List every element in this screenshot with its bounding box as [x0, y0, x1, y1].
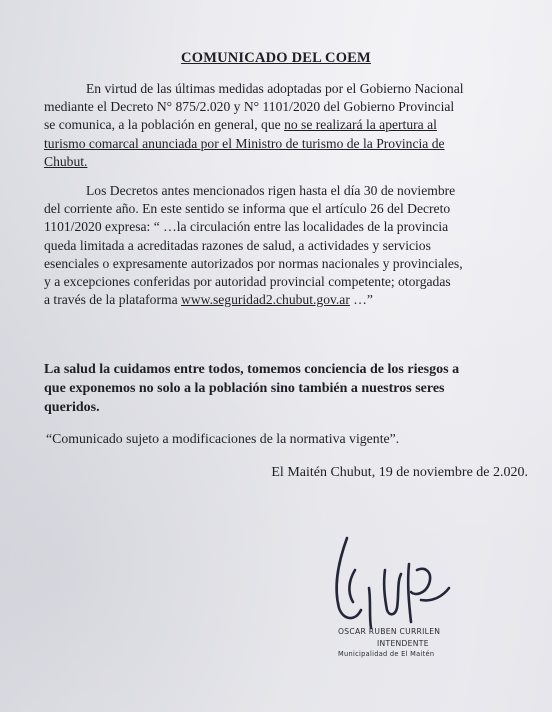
signatory-organization: Municipalidad de El Maitén [338, 650, 435, 658]
underlined-text: Chubut. [44, 153, 88, 169]
handwritten-signature [325, 530, 475, 640]
text-line: queda limitada a acreditadas razones de salud, a actividades y servicios [44, 237, 431, 253]
text-line: que exponemos no solo a la población sino también a nuestros seres [44, 381, 445, 396]
text-line: esenciales o expresamente autorizados por normas nacionales y provinciales, [44, 255, 463, 271]
document-title: COMUNICADO DEL COEM [181, 50, 371, 66]
underlined-text: turismo comarcal anunciada por el Ministro de turismo de la Provincia de [44, 135, 445, 151]
paragraph-announcement [44, 80, 536, 171]
text-line: 1101/2020 expresa: “ …la circulación entre las localidades de la provincia [44, 219, 449, 235]
underlined-text: no se realizará la apertura al [284, 117, 437, 133]
platform-link: www.seguridad2.chubut.gov.ar [181, 292, 350, 308]
place-and-date: El Maitén Chubut, 19 de noviembre de 2.020. [271, 465, 528, 480]
signatory-role: INTENDENTE [377, 639, 429, 648]
text-line: En virtud de las últimas medidas adoptadas por el Gobierno Nacional [86, 81, 464, 96]
closing-note: “Comunicado sujeto a modificaciones de la normativa vigente”. [46, 431, 400, 446]
text-line: mediante el Decreto N° 875/2.020 y N° 1101/2020 del Gobierno Provincial [44, 99, 455, 115]
text-line: y a excepciones conferidas por autoridad provincial competente; otorgadas [44, 274, 451, 290]
text-line: queridos. [44, 400, 100, 415]
paragraph-health-message [44, 360, 536, 417]
text-line: del corriente año. En este sentido se informa que el artículo 26 del Decreto [44, 201, 451, 217]
text-line: Los Decretos antes mencionados rigen hasta el día 30 de noviembre [86, 183, 456, 198]
signatory-name: OSCAR RUBEN CURRILEN [338, 627, 441, 636]
text-line: a través de la plataforma www.seguridad2.chubut.gov.ar …” [44, 292, 373, 308]
text-line: se comunica, a la población en general, que no se realizará la apertura al [44, 117, 437, 133]
paragraph-decrees [44, 182, 536, 309]
text-line: La salud la cuidamos entre todos, tomemos conciencia de los riesgos a [44, 362, 460, 377]
